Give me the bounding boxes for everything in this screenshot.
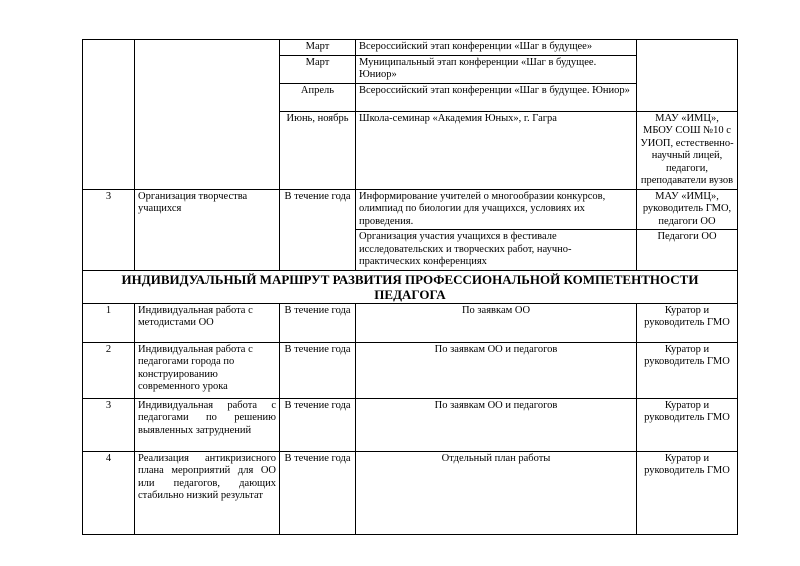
row-title: Организация творчества учащихся	[135, 189, 280, 270]
table-row	[83, 451, 738, 534]
responsible-cell: Куратор и руководитель ГМО	[637, 398, 738, 451]
row-number: 3	[83, 189, 135, 270]
row-number: 2	[83, 342, 135, 398]
period-cell: Март	[280, 55, 356, 83]
table-row	[83, 342, 738, 398]
row-number: 1	[83, 303, 135, 342]
row-title: Индивидуальная работа с педагогами города по конструированию современного урока	[135, 342, 280, 398]
table-row	[83, 398, 738, 451]
period-cell: В течение года	[280, 398, 356, 451]
table-row	[83, 303, 738, 342]
event-cell: По заявкам ОО и педагогов	[356, 342, 637, 398]
table-row	[83, 189, 738, 230]
period-cell: Июнь, ноябрь	[280, 111, 356, 189]
row-number: 4	[83, 451, 135, 534]
responsible-cell: Куратор и руководитель ГМО	[637, 342, 738, 398]
responsible-cell: Куратор и руководитель ГМО	[637, 303, 738, 342]
section-title: ИНДИВИДУАЛЬНЫЙ МАРШРУТ РАЗВИТИЯ ПРОФЕССИОНАЛЬНОЙ КОМПЕТЕНТНОСТИ ПЕДАГОГА	[83, 270, 738, 303]
event-cell: Всероссийский этап конференции «Шаг в будущее»	[356, 40, 637, 56]
responsible-cell: Куратор и руководитель ГМО	[637, 451, 738, 534]
responsible-cell: МАУ «ИМЦ», МБОУ СОШ №10 с УИОП, естественно-научный лицей, педагоги, преподаватели вузов	[637, 111, 738, 189]
period-cell: В течение года	[280, 303, 356, 342]
event-cell: Информирование учителей о многообразии конкурсов, олимпиад по биологии для учащихся, условиях их проведения.	[356, 189, 637, 230]
row-number: 3	[83, 398, 135, 451]
period-cell: В течение года	[280, 451, 356, 534]
event-cell: Отдельный план работы	[356, 451, 637, 534]
period-cell: Апрель	[280, 83, 356, 111]
section-header-row	[83, 270, 738, 303]
event-cell: Всероссийский этап конференции «Шаг в будущее. Юниор»	[356, 83, 637, 111]
event-cell: Школа-семинар «Академия Юных», г. Гагра	[356, 111, 637, 189]
event-cell: Муниципальный этап конференции «Шаг в будущее. Юниор»	[356, 55, 637, 83]
responsible-cell: Педагоги ОО	[637, 230, 738, 271]
title-cell-empty	[135, 40, 280, 190]
event-cell: По заявкам ОО и педагогов	[356, 398, 637, 451]
event-cell: По заявкам ОО	[356, 303, 637, 342]
period-cell: В течение года	[280, 189, 356, 270]
event-cell: Организация участия учащихся в фестивале исследовательских и творческих работ, научно-практических конференциях	[356, 230, 637, 271]
responsible-cell-empty	[637, 40, 738, 112]
responsible-cell: МАУ «ИМЦ», руководитель ГМО, педагоги ОО	[637, 189, 738, 230]
row-title: Реализация антикризисного плана мероприятий для ОО или педагогов, дающих стабильно низкий результат	[135, 451, 280, 534]
row-title: Индивидуальная работа с педагогами по решению выявленных затруднений	[135, 398, 280, 451]
plan-table	[82, 39, 738, 535]
row-title: Индивидуальная работа с методистами ОО	[135, 303, 280, 342]
table-row	[83, 40, 738, 56]
period-cell: В течение года	[280, 342, 356, 398]
period-cell: Март	[280, 40, 356, 56]
num-cell-empty	[83, 40, 135, 190]
